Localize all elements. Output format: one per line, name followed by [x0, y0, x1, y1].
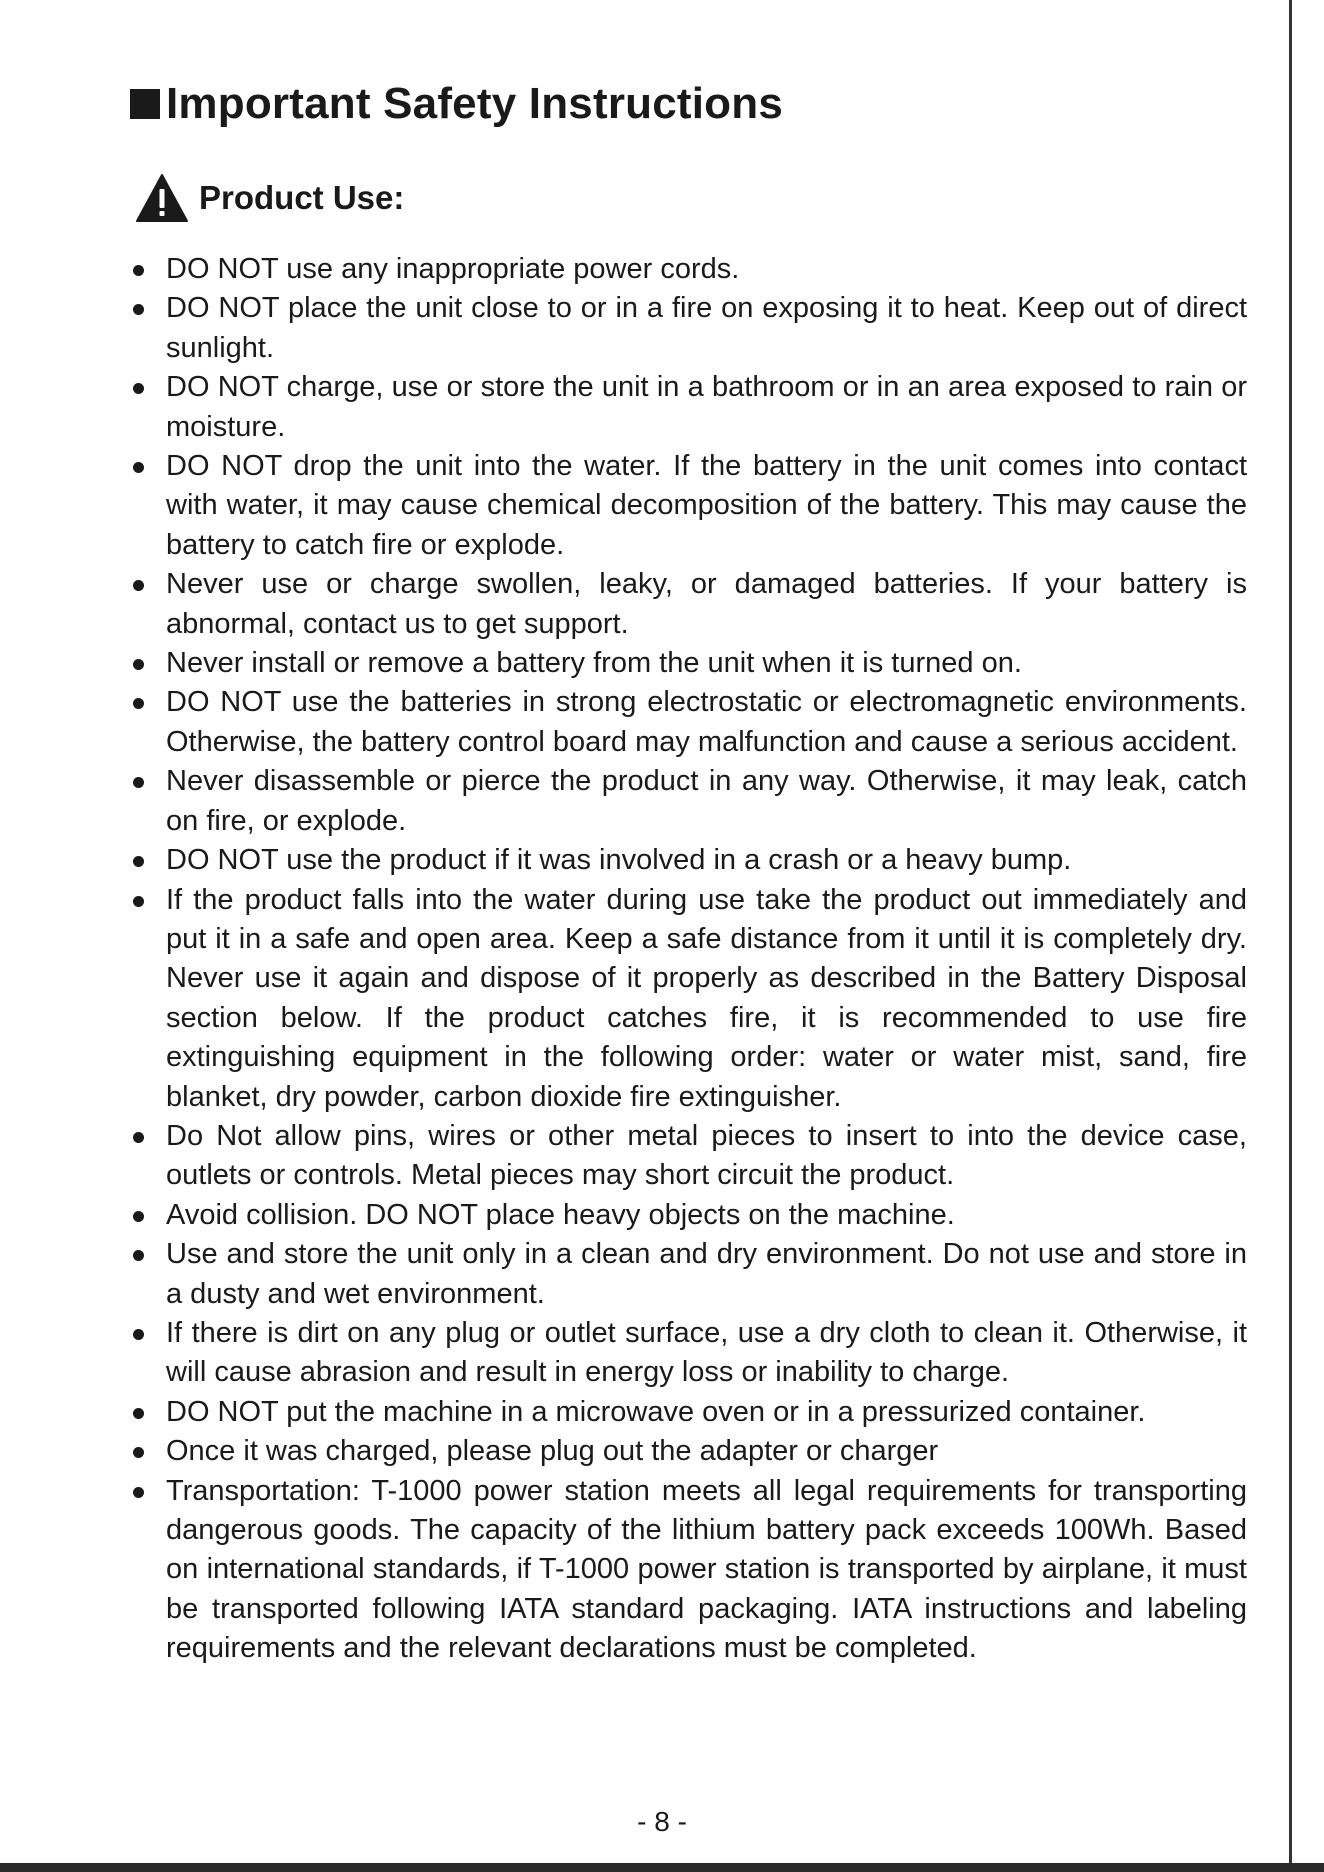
list-item — [130, 881, 1247, 1117]
bullet-icon — [133, 1447, 144, 1458]
list-item-text: If the product falls into the water during use take the product out immediately and put it in a safe and open area. Keep a safe distance from it until it is completely dry. Never use it again and dispose of it properly as described in the Battery Disposal section below. If the product catches fire, it is recommended to use fire extinguishing equipment in the following order: water or water mist, sand, fire blanket, dry powder, carbon dioxide fire extinguisher. — [166, 883, 1247, 1113]
bullet-icon — [133, 462, 144, 473]
list-item-text: If there is dirt on any plug or outlet surface, use a dry cloth to clean it. Otherwise, it will cause abrasion and result in energy loss or inability to charge. — [166, 1316, 1247, 1389]
list-item — [130, 841, 1247, 880]
bullet-icon — [133, 1408, 144, 1419]
bullet-icon — [133, 856, 144, 867]
list-item — [130, 1117, 1247, 1196]
list-item-text: Use and store the unit only in a clean and dry environment. Do not use and store in a dusty and wet environment. — [166, 1238, 1247, 1310]
list-item-text: DO NOT use the product if it was involved in a crash or a heavy bump. — [166, 844, 1072, 877]
list-item — [130, 1393, 1247, 1432]
bullet-icon — [133, 659, 144, 670]
warning-triangle-icon — [135, 173, 189, 223]
section-heading-row — [135, 172, 1230, 224]
list-item-text: DO NOT charge, use or store the unit in a bathroom or in an area exposed to rain or moisture. — [166, 371, 1247, 443]
list-item — [130, 1196, 1247, 1235]
list-item-text: DO NOT use any inappropriate power cords. — [166, 253, 740, 285]
list-item — [130, 1314, 1247, 1393]
list-item — [130, 1235, 1247, 1314]
bullet-icon — [133, 777, 144, 788]
list-item — [130, 683, 1247, 762]
list-item-text: Avoid collision. DO NOT place heavy objects on the machine. — [166, 1198, 955, 1231]
document-page — [130, 78, 1247, 1669]
bullet-icon — [133, 383, 144, 394]
list-item — [130, 1472, 1247, 1669]
list-item-text: Once it was charged, please plug out the adapter or charger — [166, 1435, 939, 1468]
list-item-text: Never use or charge swollen, leaky, or damaged batteries. If your battery is abnormal, contact us to get support. — [166, 568, 1247, 640]
bullet-icon — [133, 698, 144, 709]
bullet-icon — [133, 1487, 144, 1498]
list-item-text: Do Not allow pins, wires or other metal pieces to insert to into the device case, outlets or controls. Metal pieces may short circuit the product. — [166, 1119, 1247, 1192]
page-bottom-edge — [0, 1863, 1324, 1872]
list-item — [130, 289, 1247, 368]
bullet-icon — [133, 580, 144, 591]
list-item — [130, 1432, 1247, 1471]
bullet-icon — [133, 1250, 144, 1261]
list-item — [130, 565, 1247, 644]
page-number: - 8 - — [637, 1806, 687, 1837]
list-item-text: DO NOT place the unit close to or in a fire on exposing it to heat. Keep out of direct sunlight. — [166, 292, 1247, 364]
page-title-row — [130, 78, 1230, 130]
list-item-text: Never disassemble or pierce the product in any way. Otherwise, it may leak, catch on fire, or explode. — [166, 765, 1247, 837]
list-item — [130, 368, 1247, 447]
bullet-icon — [133, 896, 144, 907]
bullet-icon — [133, 1329, 144, 1340]
bullet-icon — [133, 1211, 144, 1222]
list-item — [130, 762, 1247, 841]
list-item — [130, 644, 1247, 683]
bullet-icon — [133, 1132, 144, 1143]
list-item-text: DO NOT use the batteries in strong electrostatic or electromagnetic environments. Otherwise, the battery control board may malfunction and cause a serious accident. — [166, 686, 1247, 758]
list-item-text: DO NOT drop the unit into the water. If the battery in the unit comes into contact with water, it may cause chemical decomposition of the battery. This may cause the battery to catch fire or explode. — [166, 450, 1247, 561]
section-heading: Product Use: — [199, 179, 405, 216]
black-square-icon — [130, 89, 160, 119]
safety-instruction-list — [130, 250, 1247, 1669]
list-item — [130, 447, 1247, 565]
page-title: Important Safety Instructions — [166, 79, 783, 128]
list-item — [130, 250, 1247, 289]
bullet-icon — [133, 265, 144, 276]
bullet-icon — [133, 304, 144, 315]
list-item-text: DO NOT put the machine in a microwave oven or in a pressurized container. — [166, 1395, 1146, 1428]
list-item-text: Never install or remove a battery from the unit when it is turned on. — [166, 647, 1022, 680]
list-item-text: Transportation: T-1000 power station meets all legal requirements for transporting dangerous goods. The capacity of the lithium battery pack exceeds 100Wh. Based on international standards, if T-1000 power station is transported by airplane, it must be transported following IATA standard packaging. IATA instructions and labeling requirements and the relevant declarations must be completed. — [166, 1474, 1247, 1665]
page-edge-rule — [1289, 0, 1292, 1872]
